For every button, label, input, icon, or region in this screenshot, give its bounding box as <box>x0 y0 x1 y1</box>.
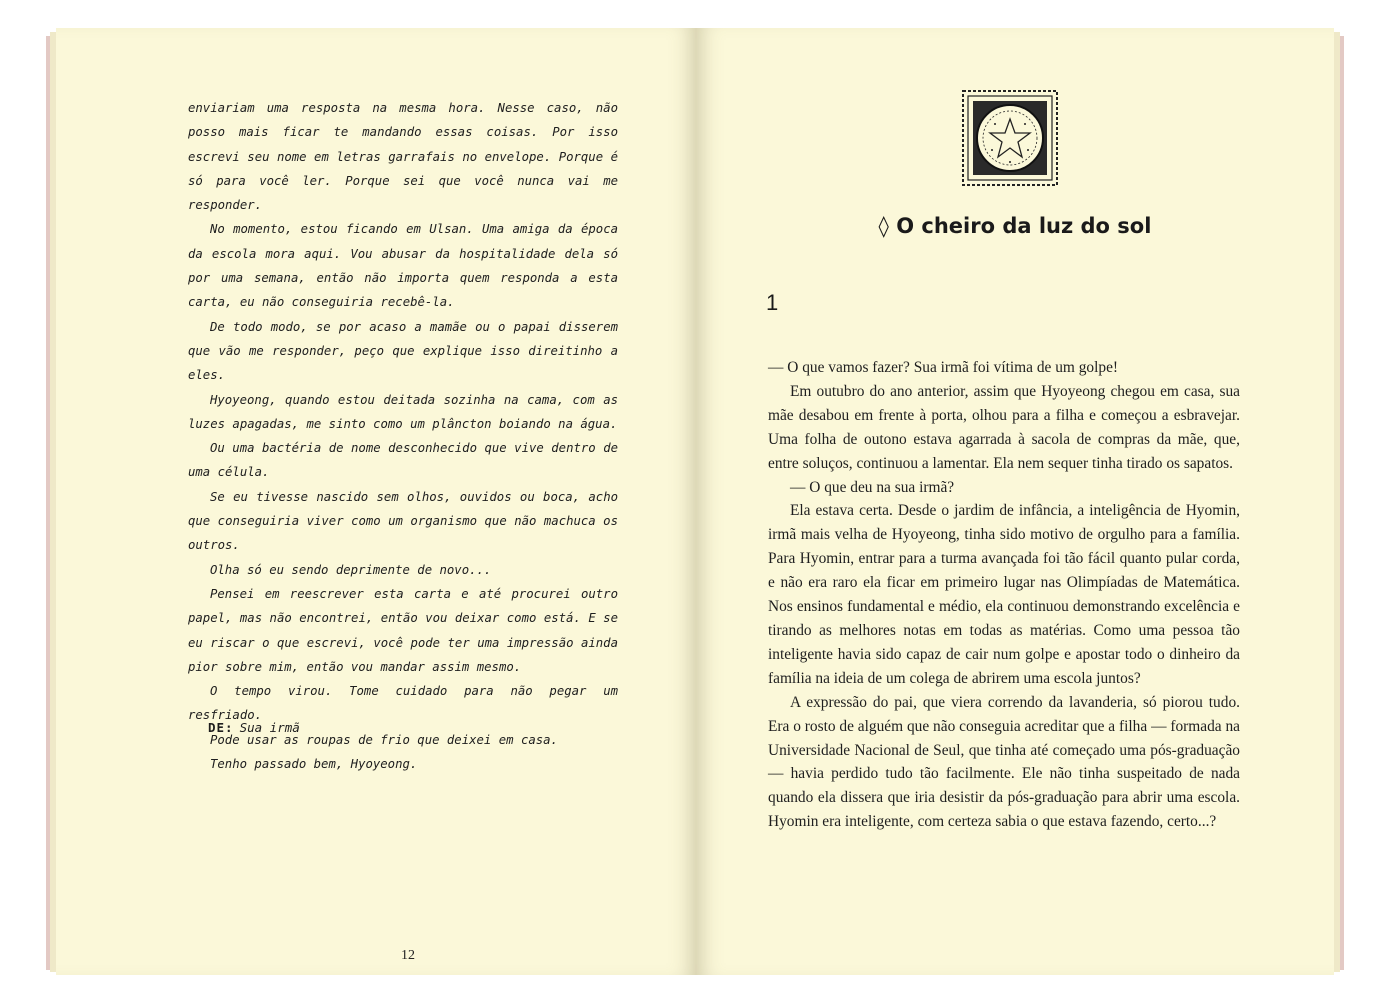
letter-paragraph: Ou uma bactéria de nome desconhecido que vive dentro de uma célula. <box>188 441 618 480</box>
letter-paragraph: Se eu tivesse nascido sem olhos, ouvidos ou boca, acho que conseguiria viver como um organismo que não machuca os outros. <box>188 489 618 553</box>
left-page <box>56 28 696 975</box>
page-number: 12 <box>401 948 415 963</box>
body-paragraph: Ela estava certa. Desde o jardim de infância, a inteligência de Hyomin, irmã mais velha de Hyoyeong, tinha sido motivo de orgulho para a família. Para Hyomin, entrar para a turma avançada foi tão fácil quanto pular corda, e não era raro ela ficar em primeiro lugar nas Olimpíadas de Matemática. Nos ensinos fundamental e médio, ela continuou demonstrando excelência e tirando as melhores notas em todas as matérias. Como uma pessoa tão inteligente havia sido capaz de cair num golpe e apostar todo o dinheiro da família na ideia de um colega de abrirem uma escola juntos? <box>768 502 1240 687</box>
letter-paragraph: Tenho passado bem, Hyoyeong. <box>210 757 418 772</box>
stamp-star-icon <box>962 90 1058 186</box>
right-page <box>696 28 1334 975</box>
chapter-body <box>768 356 1240 834</box>
signature-label: DE: <box>208 720 234 735</box>
body-paragraph: A expressão do pai, que viera correndo da lavanderia, só piorou tudo. Era o rosto de alguém que não conseguia acreditar que a filha — formada na Universidade Nacional de Seul, que tinha até começado uma pós-graduação — havia perdido tudo tão facilmente. Ele não tinha suspeitado de nada quando ela dissera que iria desistir da pós-graduação para abrir uma escola. Hyomin era inteligente, com certeza sabia o que estava fazendo, certo...? <box>768 693 1240 831</box>
body-paragraph: Em outubro do ano anterior, assim que Hyoyeong chegou em casa, sua mãe desabou em frente à porta, olhou para a filha e começou a esbravejar. Uma folha de outono estava agarrada à sacola de compras da mãe, que, entre soluços, continuou a lamentar. Ela nem sequer tinha tirado os sapatos. <box>768 382 1240 472</box>
letter-signature <box>208 720 300 735</box>
letter-paragraph: Pode usar as roupas de frio que deixei em casa. <box>210 732 558 747</box>
signature-name: Sua irmã <box>239 720 300 735</box>
letter-paragraph: Pensei em reescrever esta carta e até procurei outro papel, mas não encontrei, então vou deixar como está. E se eu riscar o que escrevi, você pode ter uma impressão ainda pior sobre mim, então vou mandar assim mesmo. <box>188 586 618 674</box>
letter-paragraph: Hyoyeong, quando estou deitada sozinha na cama, com as luzes apagadas, me sinto como um plâncton boiando na água. <box>188 392 618 431</box>
letter-paragraph: No momento, estou ficando em Ulsan. Uma amiga da época da escola mora aqui. Vou abusar da hospitalidade dela só por uma semana, então não importa quem responda a esta carta, eu não conseguiria recebê-la. <box>188 222 618 310</box>
letter-paragraph: O tempo virou. Tome cuidado para não pegar um resfriado. <box>188 684 618 723</box>
body-paragraph: — O que deu na sua irmã? <box>790 478 955 496</box>
letter-paragraph: enviariam uma resposta na mesma hora. Nesse caso, não posso mais ficar te mandando essas coisas. Por isso escrevi seu nome em letras garrafais no envelope. Porque é só para você ler. Porque sei que você nunca vai me responder. <box>188 101 618 213</box>
handwritten-letter <box>188 96 618 776</box>
letter-paragraph: De todo modo, se por acaso a mamãe ou o papai disserem que vão me responder, peço que explique isso direitinho a eles. <box>188 319 618 383</box>
body-paragraph: — O que vamos fazer? Sua irmã foi vítima de um golpe! <box>768 359 1119 376</box>
chapter-number: 1 <box>766 290 779 315</box>
letter-paragraph: Olha só eu sendo deprimente de novo... <box>210 562 492 577</box>
chapter-title: ◊ O cheiro da luz do sol <box>878 214 1152 238</box>
